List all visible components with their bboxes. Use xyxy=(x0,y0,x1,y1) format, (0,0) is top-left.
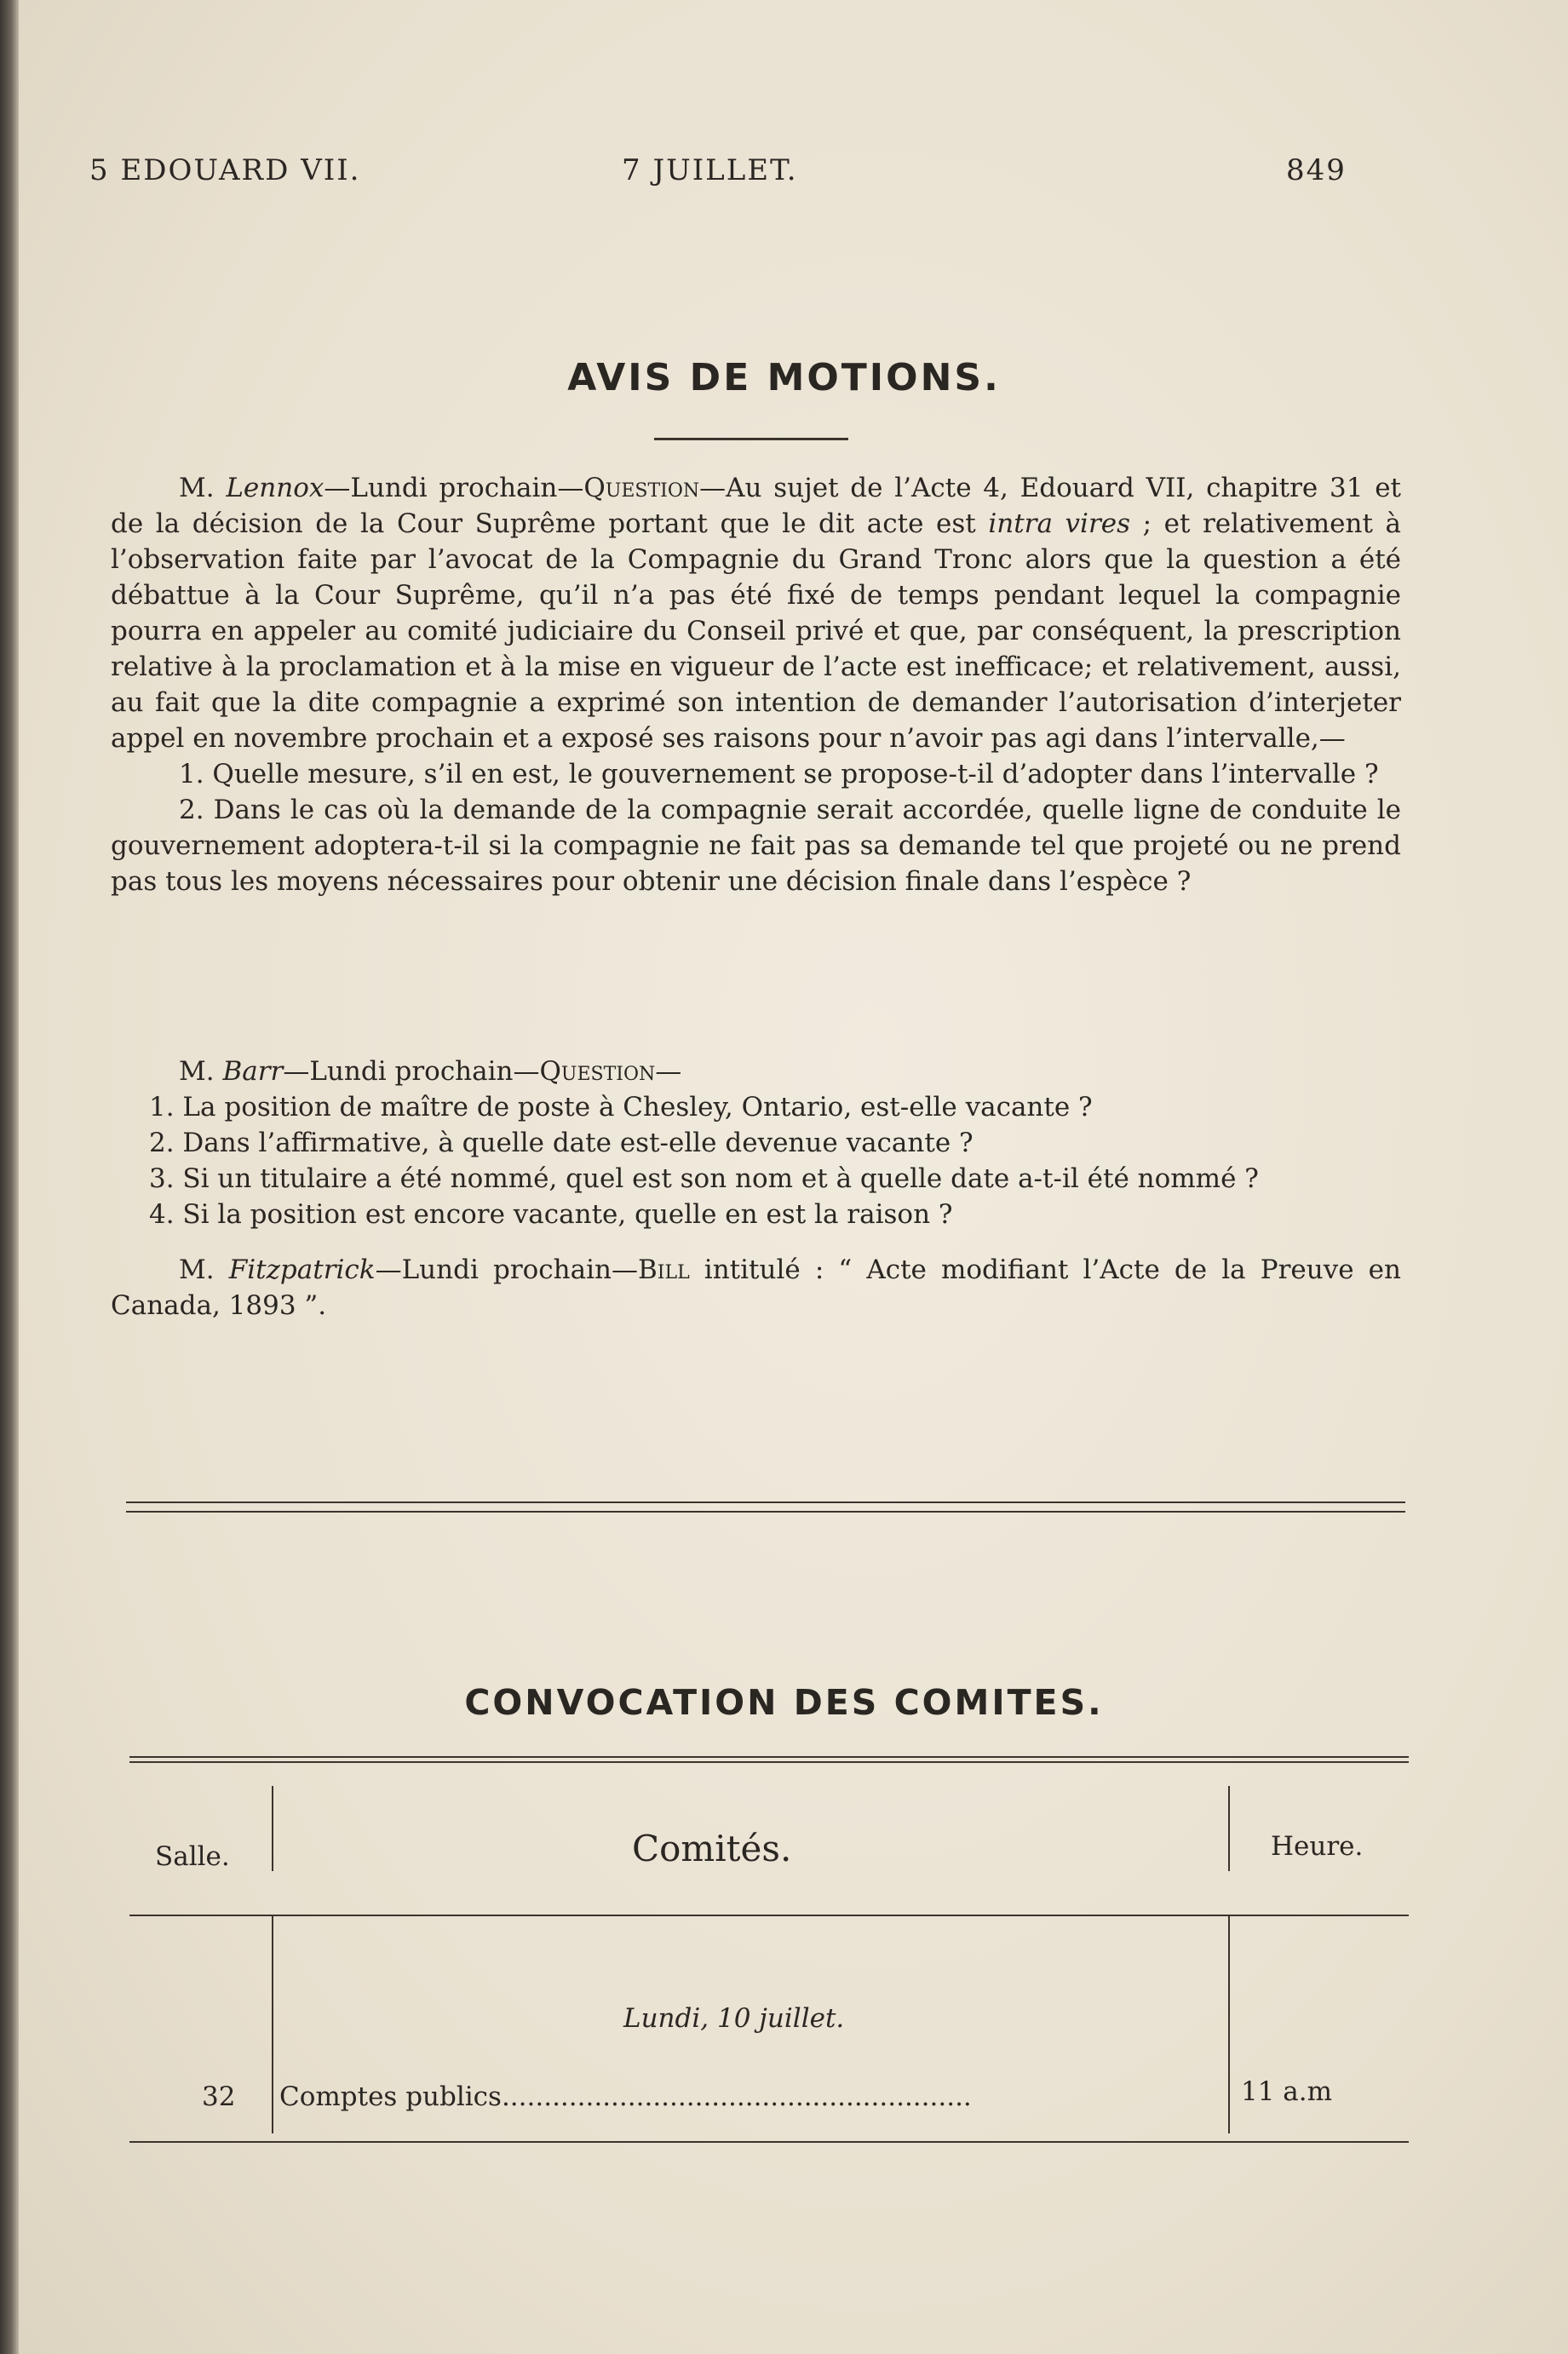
lennox-kind: Question xyxy=(583,473,700,503)
barr-kind: Question xyxy=(539,1056,656,1087)
notices-title: AVIS DE MOTIONS. xyxy=(567,356,1001,399)
table-column-rule xyxy=(272,1916,273,2133)
lennox-dash: —Lundi prochain— xyxy=(324,473,584,503)
fitzpatrick-member-prefix: M. xyxy=(179,1255,229,1285)
header-room: Salle. xyxy=(155,1841,230,1872)
fitzpatrick-bill-title: intitulé : “ Acte modifiant l’Acte de la Preuve en Canada, 1893 ”. xyxy=(111,1255,1401,1321)
table-column-rule xyxy=(1228,1786,1230,1871)
lennox-member-prefix: M. xyxy=(179,473,227,503)
barr-member-prefix: M. xyxy=(179,1056,223,1087)
barr-dash-2: — xyxy=(655,1056,682,1087)
fitzpatrick-text xyxy=(111,1252,1401,1323)
committee-name: Comptes publics xyxy=(279,2081,502,2112)
barr-question-2: 2. Dans l’affirmative, à quelle date est-elle devenue vacante ? xyxy=(149,1128,974,1158)
table-top-rule xyxy=(129,1756,1409,1758)
header-committee: Comités. xyxy=(632,1828,792,1869)
fitzpatrick-dash: —Lundi prochain— xyxy=(375,1255,638,1285)
barr-name: Barr xyxy=(222,1056,284,1087)
section-divider xyxy=(126,1501,1405,1513)
committee-entry xyxy=(279,2081,1216,2112)
fitzpatrick-motion xyxy=(111,1252,1401,1323)
fitzpatrick-kind: Bill xyxy=(638,1255,690,1285)
table-column-rule xyxy=(272,1786,273,1871)
meeting-time: 11 a.m xyxy=(1241,2076,1333,2107)
barr-question-4: 4. Si la position est encore vacante, quelle en est la raison ? xyxy=(149,1199,953,1230)
table-bottom-rule xyxy=(129,2141,1409,2143)
lennox-name: Lennox xyxy=(226,473,325,503)
book-binding-edge xyxy=(0,0,19,2354)
barr-header xyxy=(111,1054,1401,1089)
notices-body xyxy=(111,470,1401,899)
lennox-intra-vires: intra vires xyxy=(988,508,1131,539)
table-column-rule xyxy=(1228,1916,1230,2133)
barr-question-1: 1. La position de maître de poste à Chesley, Ontario, est-elle vacante ? xyxy=(149,1092,1093,1122)
lennox-text-b: ; et relativement à l’observation faite par l’avocat de la Compagnie du Grand Tronc alors que la question a été débattue à la Cour Suprême, qu’il n’a pas été fixé de temps pendant lequel la compagnie pourra en appeler au comité judiciaire du Conseil privé et que, par conséquent, la prescription relative à la proclamation et à la mise en vigueur de l’acte est inefficace; et relativement, aussi, au fait que la dite compagnie a exprimé son intention de demander l’autorisation d’interjeter appel en novembre prochain et a exposé ses raisons pour n’avoir pas agi dans l’intervalle,— xyxy=(111,508,1401,754)
barr-dash: —Lundi prochain— xyxy=(283,1056,540,1087)
page-number: 849 xyxy=(1286,153,1347,187)
lennox-question-2: 2. Dans le cas où la demande de la compagnie serait accordée, quelle ligne de conduite le gouvernement adoptera-t-il si la compagnie ne fait pas sa demande tel que projeté ou ne prend pas tous les moyens nécessaires pour obtenir une décision finale dans l’espèce ? xyxy=(111,795,1401,897)
fitzpatrick-name: Fitzpatrick xyxy=(228,1255,376,1285)
running-head-session: 5 EDOUARD VII. xyxy=(89,153,361,187)
table-top-rule-inner xyxy=(129,1761,1409,1763)
header-time: Heure. xyxy=(1271,1831,1364,1862)
lennox-text-a: —Au sujet de l’Acte 4, Edouard VII, chapitre 31 et de la décision de la Cour Suprême portant que le dit acte est xyxy=(111,473,1401,539)
room-number: 32 xyxy=(202,2081,236,2112)
committees-table xyxy=(129,1756,1409,2165)
header-rule xyxy=(129,1915,1409,1916)
day-heading: Lundi, 10 juillet. xyxy=(623,2003,845,2034)
running-head-date: 7 JUILLET. xyxy=(622,153,798,187)
barr-motion xyxy=(111,1054,1401,1232)
barr-question-3: 3. Si un titulaire a été nommé, quel est son nom et à quelle date a-t-il été nommé ? xyxy=(149,1163,1259,1194)
dot-leader: ........................................................ xyxy=(501,2081,972,2112)
title-rule xyxy=(654,438,848,440)
lennox-question-1: 1. Quelle mesure, s’il en est, le gouvernement se propose-t-il d’adopter dans l’intervalle ? xyxy=(179,759,1379,789)
lennox-motion xyxy=(111,470,1401,756)
committees-title: CONVOCATION DES COMITES. xyxy=(464,1682,1104,1723)
